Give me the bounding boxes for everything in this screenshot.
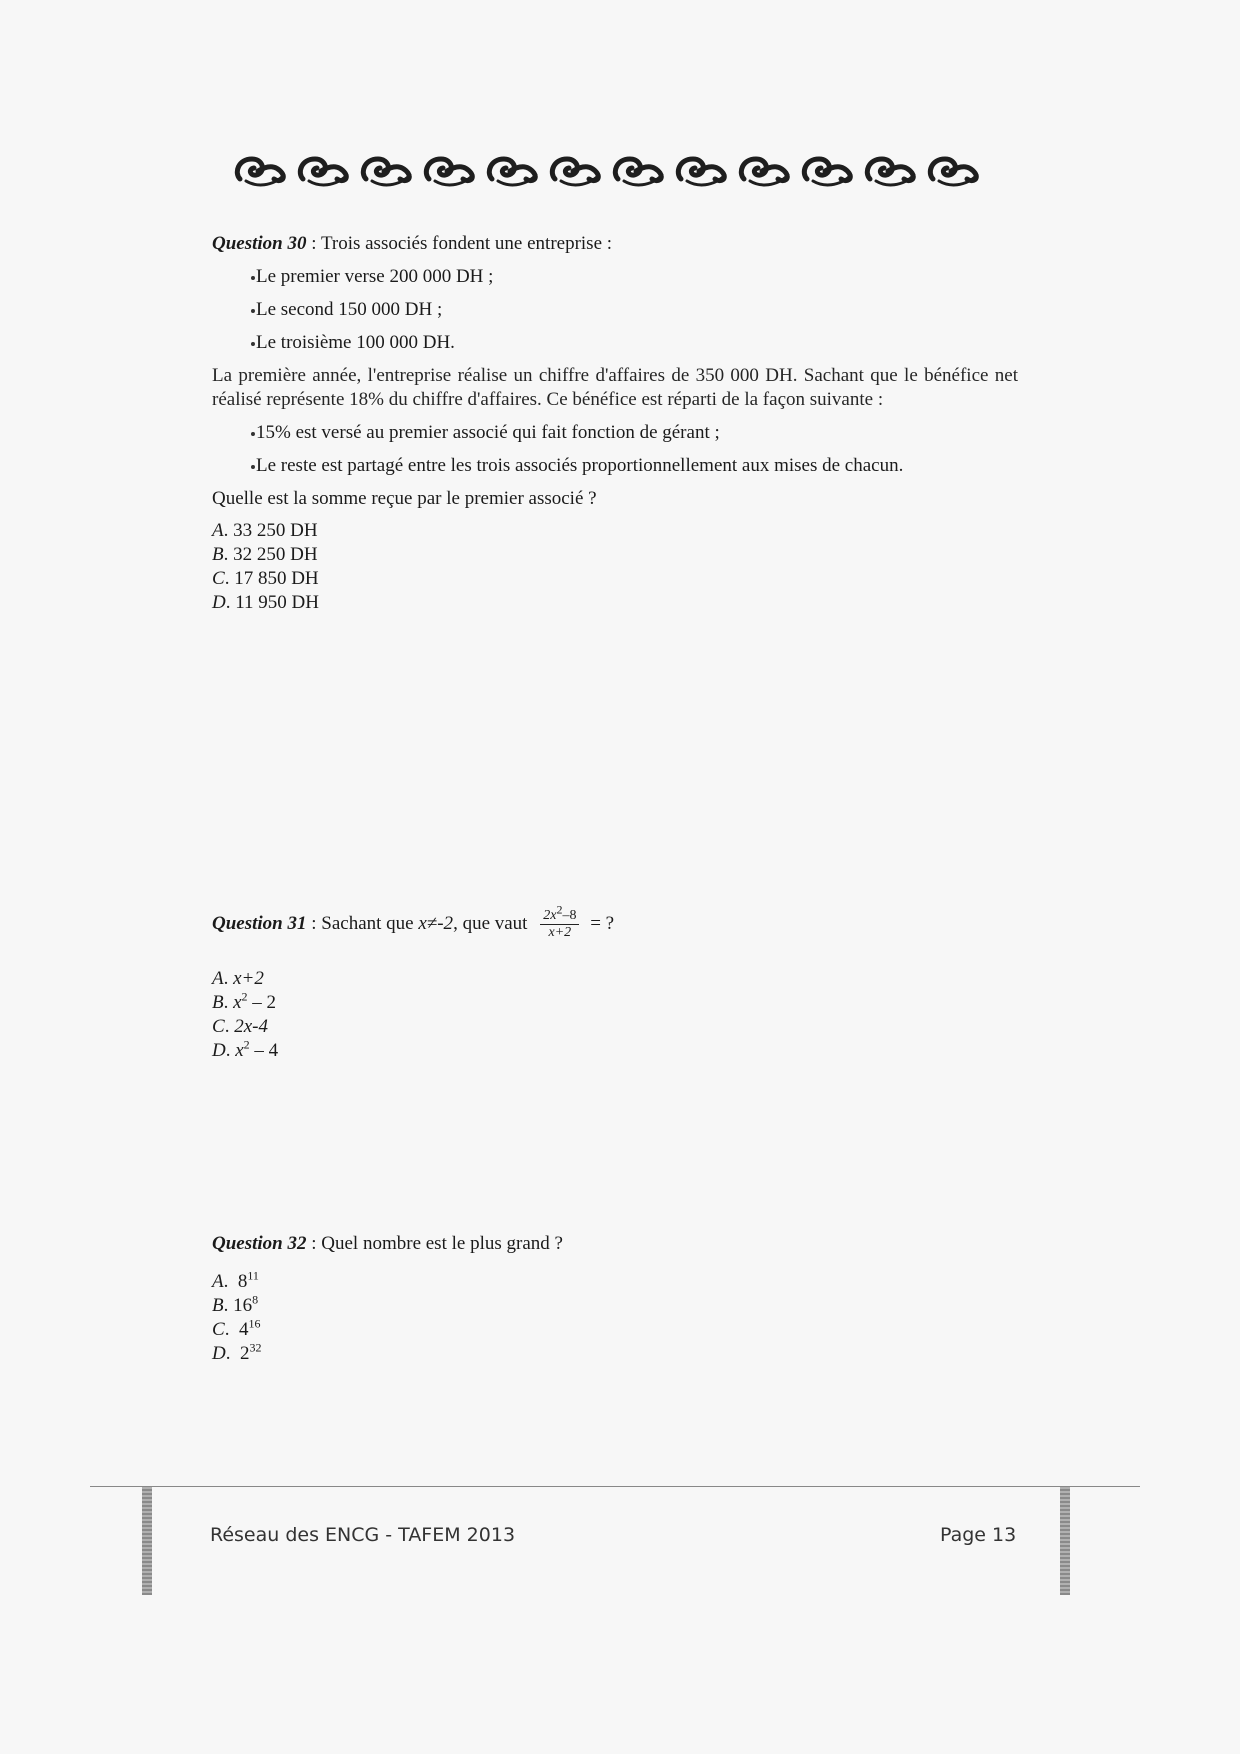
question-32-options — [212, 1270, 563, 1366]
decorative-border — [232, 145, 1002, 195]
question-32-label: Question 32 — [212, 1233, 307, 1254]
question-30-intro: Trois associés fondent une entreprise : — [320, 233, 613, 254]
question-30-bullets — [212, 265, 1018, 355]
question-30-question: Quelle est la somme reçue par le premier associé ? — [212, 488, 597, 509]
question-31-header: Question 31 : Sachant que x≠-2, que vaut $\frac{2x^2-8}{x+2}$ = ? — [212, 902, 615, 940]
footer-divider — [90, 1486, 1140, 1487]
option-d: D. $2^{32}$ — [212, 1340, 262, 1364]
option-d: D. 11 950 DH — [212, 592, 319, 613]
option-d: D. $x^2 - 4$ — [212, 1037, 279, 1061]
option-c: C. 17 850 DH — [212, 568, 319, 589]
question-30-header: Question 30 : Trois associés fondent une entreprise : — [212, 233, 613, 254]
list-item: 15% est versé au premier associé qui fait fonction de gérant ; — [212, 421, 1018, 445]
bullet-icon — [251, 465, 255, 469]
question-30 — [212, 232, 1018, 615]
option-a: A. x+2 — [212, 968, 264, 989]
footer-title: Réseau des ENCG - TAFEM 2013 — [210, 1524, 516, 1546]
question-31-options — [212, 967, 614, 1063]
question-31-label: Question 31 — [212, 912, 307, 934]
list-item: Le premier verse 200 000 DH ; — [212, 265, 1018, 289]
page-number: Page 13 — [940, 1524, 1017, 1546]
list-item: Le reste est partagé entre les trois associés proportionnellement aux mises de chacun. — [212, 454, 1018, 478]
option-b: B. $16^8$ — [212, 1292, 259, 1316]
footer-right-bar — [1060, 1487, 1070, 1595]
option-a: A. $8^{11}$ — [212, 1268, 259, 1292]
fraction: $\frac{2x^2-8}{x+2}$ — [540, 908, 579, 941]
option-b: B. 32 250 DH — [212, 544, 318, 565]
question-31-condition: x≠-2 — [418, 912, 454, 934]
bullet-icon — [251, 342, 255, 346]
question-30-options — [212, 519, 1018, 615]
option-c: C. $4^{16}$ — [212, 1316, 261, 1340]
list-item: Le troisième 100 000 DH. — [212, 331, 1018, 355]
bullet-icon — [251, 309, 255, 313]
question-30-bullets-2 — [212, 421, 1018, 478]
option-b: B. $x^2 - 2$ — [212, 989, 277, 1013]
question-31 — [212, 902, 615, 1063]
bullet-icon — [251, 276, 255, 280]
list-item: Le second 150 000 DH ; — [212, 298, 1018, 322]
option-a: A. 33 250 DH — [212, 520, 318, 541]
footer-left-bar — [142, 1487, 152, 1595]
option-c: C. 2x-4 — [212, 1016, 268, 1037]
question-32-text: Quel nombre est le plus grand ? — [321, 1233, 563, 1254]
bullet-icon — [251, 432, 255, 436]
question-32-header: Question 32 : Quel nombre est le plus grand ? — [212, 1233, 563, 1254]
question-30-label: Question 30 — [212, 233, 307, 254]
question-30-paragraph: La première année, l'entreprise réalise un chiffre d'affaires de 350 000 DH. Sachant que le bénéfice net réalisé représente 18% du chiffre d'affaires. Ce bénéfice est réparti de la façon suivante : — [212, 365, 1018, 410]
question-32 — [212, 1232, 563, 1366]
